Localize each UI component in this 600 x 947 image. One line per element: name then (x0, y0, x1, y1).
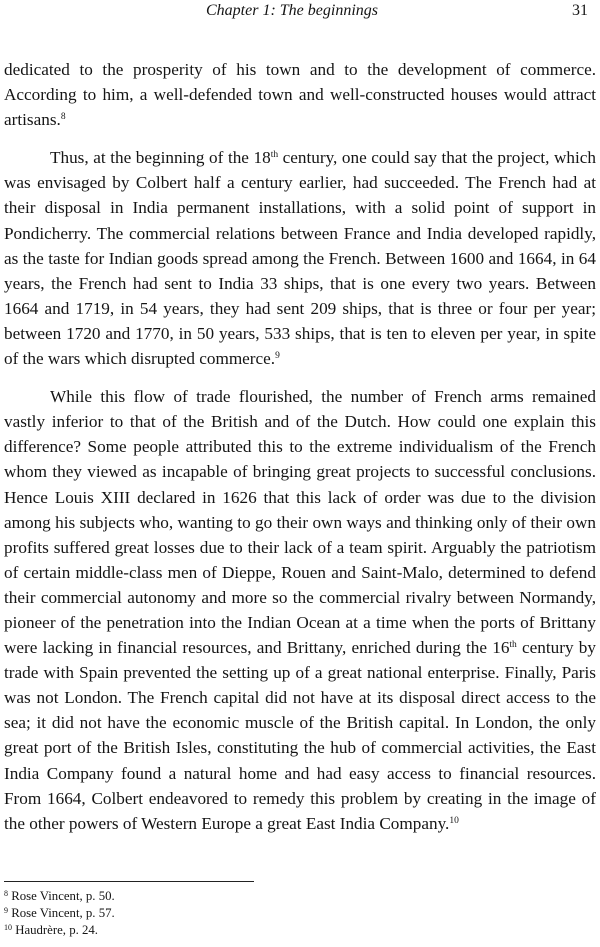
running-head (0, 2, 600, 24)
footnote-divider (4, 881, 254, 882)
footnote-10 (4, 922, 404, 939)
paragraph-1 (4, 57, 596, 132)
paragraph-text: dedicated to the prosperity of his town and to the development of commerce. According to him, a well-defended town and well-constructed houses would attract artisans. (4, 60, 596, 130)
paragraph-2 (4, 145, 596, 371)
ordinal-suffix: th (509, 640, 517, 651)
paragraph-text: century, one could say that the project, which was envisaged by Colbert half a century earlier, had succeeded. The French had at their disposal in India permanent installations, with a solid point of support in Pondicherry. The commercial relations between France and India developed rapidly, as the taste for Indian goods spread among the French. Between 1600 and 1664, in 64 years, the French had sent to India 33 ships, that is one every two years. Between 1664 and 1719, in 54 years, they had sent 209 ships, that is three or four per year; between 1720 and 1770, in 50 years, 533 ships, that is ten to eleven per year, in spite of the wars which disrupted commerce. (4, 148, 596, 369)
footnote-ref-8: 8 (60, 112, 66, 123)
footnote-ref-9: 9 (275, 351, 280, 362)
footnote-number: 9 (4, 906, 8, 916)
body-text (4, 57, 596, 849)
footnote-text: Rose Vincent, p. 57. (8, 906, 115, 921)
footnote-9 (4, 905, 404, 922)
ordinal-suffix: th (270, 150, 279, 161)
footnote-text: Haudrère, p. 24. (12, 923, 98, 938)
paragraph-text: Thus, at the beginning of the 18 (50, 148, 271, 168)
footnote-ref-10: 10 (449, 815, 459, 826)
running-title: Chapter 1: The beginnings (206, 2, 378, 19)
footnote-text: Rose Vincent, p. 50. (8, 889, 115, 903)
footnote-number: 10 (4, 923, 12, 933)
footnote-number: 8 (4, 889, 8, 898)
paragraph-text: While this flow of trade flourished, the number of French arms remained vastly inferior to that of the British and of the Dutch. How could one explain this difference? Some people attributed this to the extreme individualism of the French whom they viewed as incapable of bringing great projects to successful conclusions. Hence Louis XIII declared in 1626 that this lack of order was due to the division among his subjects who, wanting to go their own ways and thinking only of their own profits suffered great losses due to their lack of a team spirit. Arguably the patriotism of certain middle-class men of Dieppe, Rouen and Saint-Malo, determined to defend their commercial autonomy and more so the commercial rivalry between Normandy, pioneer of the penetration into the Indian Ocean at a time when the ports of Brittany were lacking in financial resources, and Brittany, enriched during the 16 (4, 387, 596, 658)
footnote-8 (4, 888, 404, 905)
page-number: 31 (572, 2, 588, 19)
paragraph-3 (4, 384, 596, 836)
footnotes (4, 888, 404, 940)
paragraph-text: century by trade with Spain prevented the setting up of a great national enterprise. Finally, Paris was not London. The French capital did not have at its disposal direct access to the sea; it did not have the economic muscle of the British capital. In London, the only great port of the British Isles, constituting the hub of commercial activities, the East India Company found a natural home and had easy access to financial resources. From 1664, Colbert endeavored to remedy this problem by creating in the image of the other powers of Western Europe a great East India Company. (4, 638, 596, 833)
